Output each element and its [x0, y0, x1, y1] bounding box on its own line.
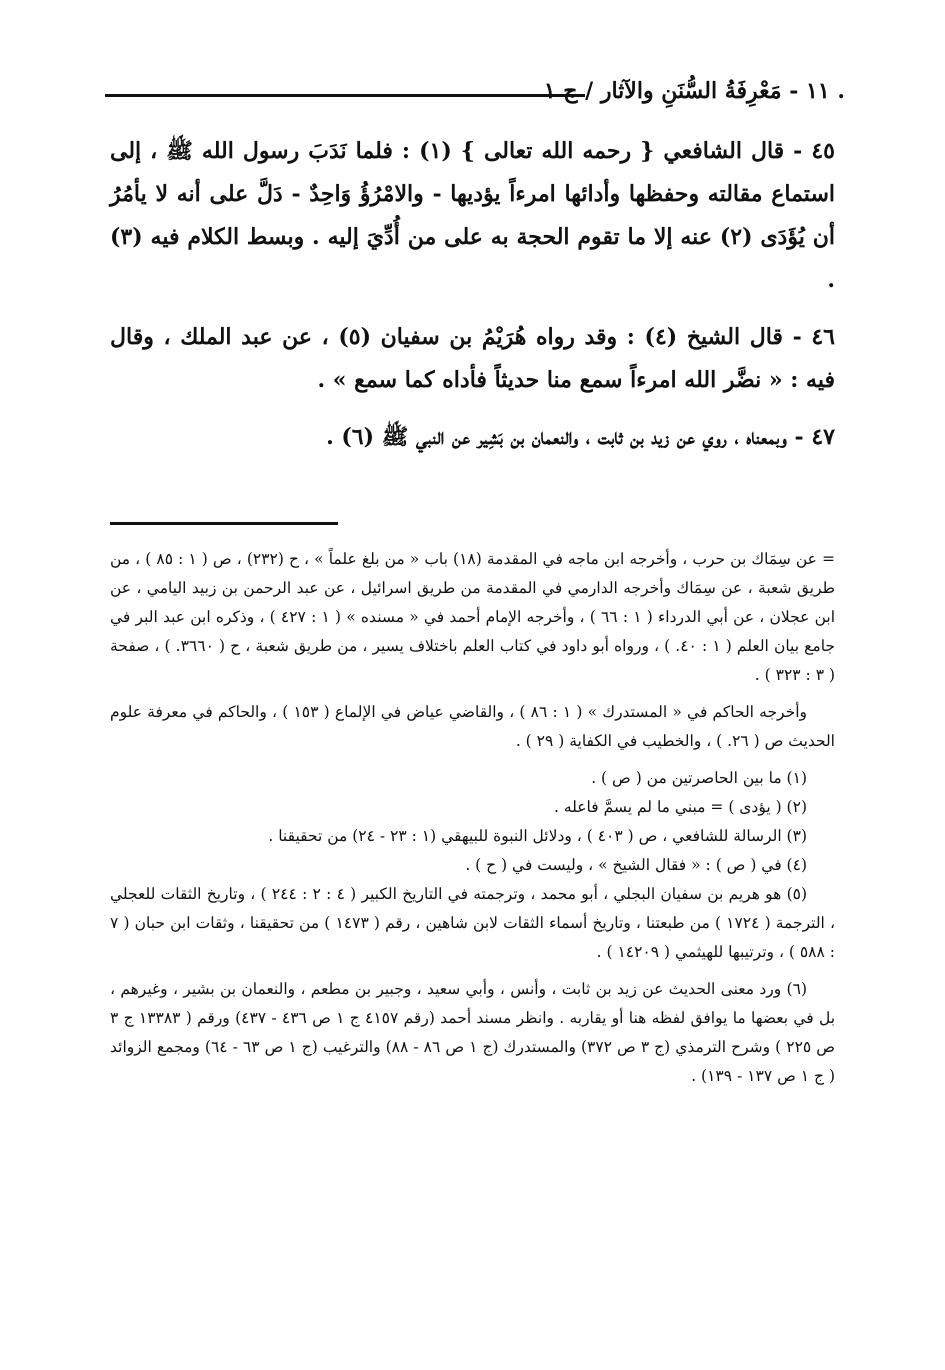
- footnote-2: (٢) ( يؤدى ) = مبني ما لم يسمَّ فاعله .: [554, 798, 807, 816]
- footnotes: [110, 545, 835, 1099]
- footnote-5: (٥) هو هريم بن سفيان البجلي ، أبو محمد ، وترجمته في التاريخ الكبير ( ٤ : ٢ : ٢٤٤ ) ، وتاريخ الثقات للعجلي ، الترجمة ( ١٧٢٤ ) من طبعتنا ، وتاريخ أسماء الثقات لابن شاهين ، رقم ( ١٤٧٣ ) من تحقيقنا ، وثقات ابن حبان ( ٧ : ٥٨٨ ) ، وترتيبها للهيثمي ( ١٤٢٠٩ ) .: [110, 885, 835, 961]
- footnote-1: (١) ما بين الحاصرتين من ( ص ) .: [591, 769, 807, 787]
- footnote-6: (٦) ورد معنى الحديث عن زيد بن ثابت ، وأنس ، وأبي سعيد ، وجبير بن مطعم ، والنعمان بن بشير ، وغيرهم ، بل في بعضها ما يوافق لفظه هنا أو يقاربه . وانظر مسند أحمد (رقم ٤١٥٧ ج ١ ص ٤٣٦ - ٤٣٧) ورقم ( ١٣٣٨٣ ج ٣ ص ٢٢٥ ) وشرح الترمذي (ج ٣ ص ٣٧٢) والمستدرك (ج ١ ص ٨٦ - ٨٨) والترغيب (ج ١ ص ٦٣ - ٦٤) ومجمع الزوائد ( ج ١ ص ١٣٧ - ١٣٩) .: [110, 980, 836, 1085]
- running-title: . ١١ - مَعْرِفَةُ السُّنَنِ والآثار / ج ١: [543, 78, 845, 104]
- main-text: [110, 130, 835, 473]
- footnote-3: (٣) الرسالة للشافعي ، ص ( ٤٠٣ ) ، ودلائل النبوة للبيهقي (١ : ٢٣ - ٢٤) من تحقيقنا .: [268, 827, 807, 845]
- footnote-separator: [110, 522, 338, 525]
- footnote-continuation: = عن سِمَاك بن حرب ، وأخرجه ابن ماجه في المقدمة (١٨) باب « من بلغ علماً » ، ح (٢٣٢) ، ص ( ١ : ٨٥ ) ، من طريق شعبة ، عن سِمَاك وأخرجه الدارمي في المقدمة من طريق اسرائيل ، عن عبد الرحمن بن زبيد اليامي ، عن ابن عجلان ، عن أبي الدرداء ( ١ : ٦٦ ) ، وأخرجه الإمام أحمد في « مسنده » ( ١ : ٤٢٧ ) ، وذكره ابن عبد البر في جامع بيان العلم ( ١ : ٤٠. ) ، ورواه أبو داود في كتاب العلم باختلاف يسير ، من طريق شعبة ، ح ( ٣٦٦٠. ) ، صفحة ( ٣ : ٣٢٣ ) .: [110, 550, 836, 684]
- paragraph-45: ٤٥ - قال الشافعي { رحمه الله تعالى } (١) : فلما نَدَبَ رسول الله ﷺ ، إلى استماع مقالته وحفظها وأدائها امرءاً يؤديها - والامْرُؤُ وَاحِدٌ - دَلَّ على أنه لا يأمُرُ أن يُؤَدَى (٢) عنه إلا ما تقوم الحجة به على من أُدِّيَ إليه . وبسط الكلام فيه (٣) .: [110, 138, 835, 293]
- footnote-4: (٤) في ( ص ) : « فقال الشيخ » ، وليست في ( ح ) .: [465, 856, 807, 874]
- running-header: [105, 78, 845, 114]
- header-rule: [105, 94, 585, 97]
- paragraph-46: ٤٦ - قال الشيخ (٤) : وقد رواه هُرَيْمُ بن سفيان (٥) ، عن عبد الملك ، وقال فيه : « نضَّر الله امرءاً سمع منا حديثاً فأداه كما سمع » .: [110, 324, 835, 393]
- paragraph-47: ٤٧ - وبمعناه ، روي عن زيد بن ثابت ، والنعمان بن بَشِير عن النبي ﷺ (٦) .: [326, 424, 835, 450]
- footnote-continuation-2: وأخرجه الحاكم في « المستدرك » ( ١ : ٨٦ ) ، والقاضي عياض في الإلماع ( ١٥٣ ) ، والحاكم في معرفة علوم الحديث ص ( ٢٦. ) ، والخطيب في الكفاية ( ٢٩ ) .: [110, 703, 835, 750]
